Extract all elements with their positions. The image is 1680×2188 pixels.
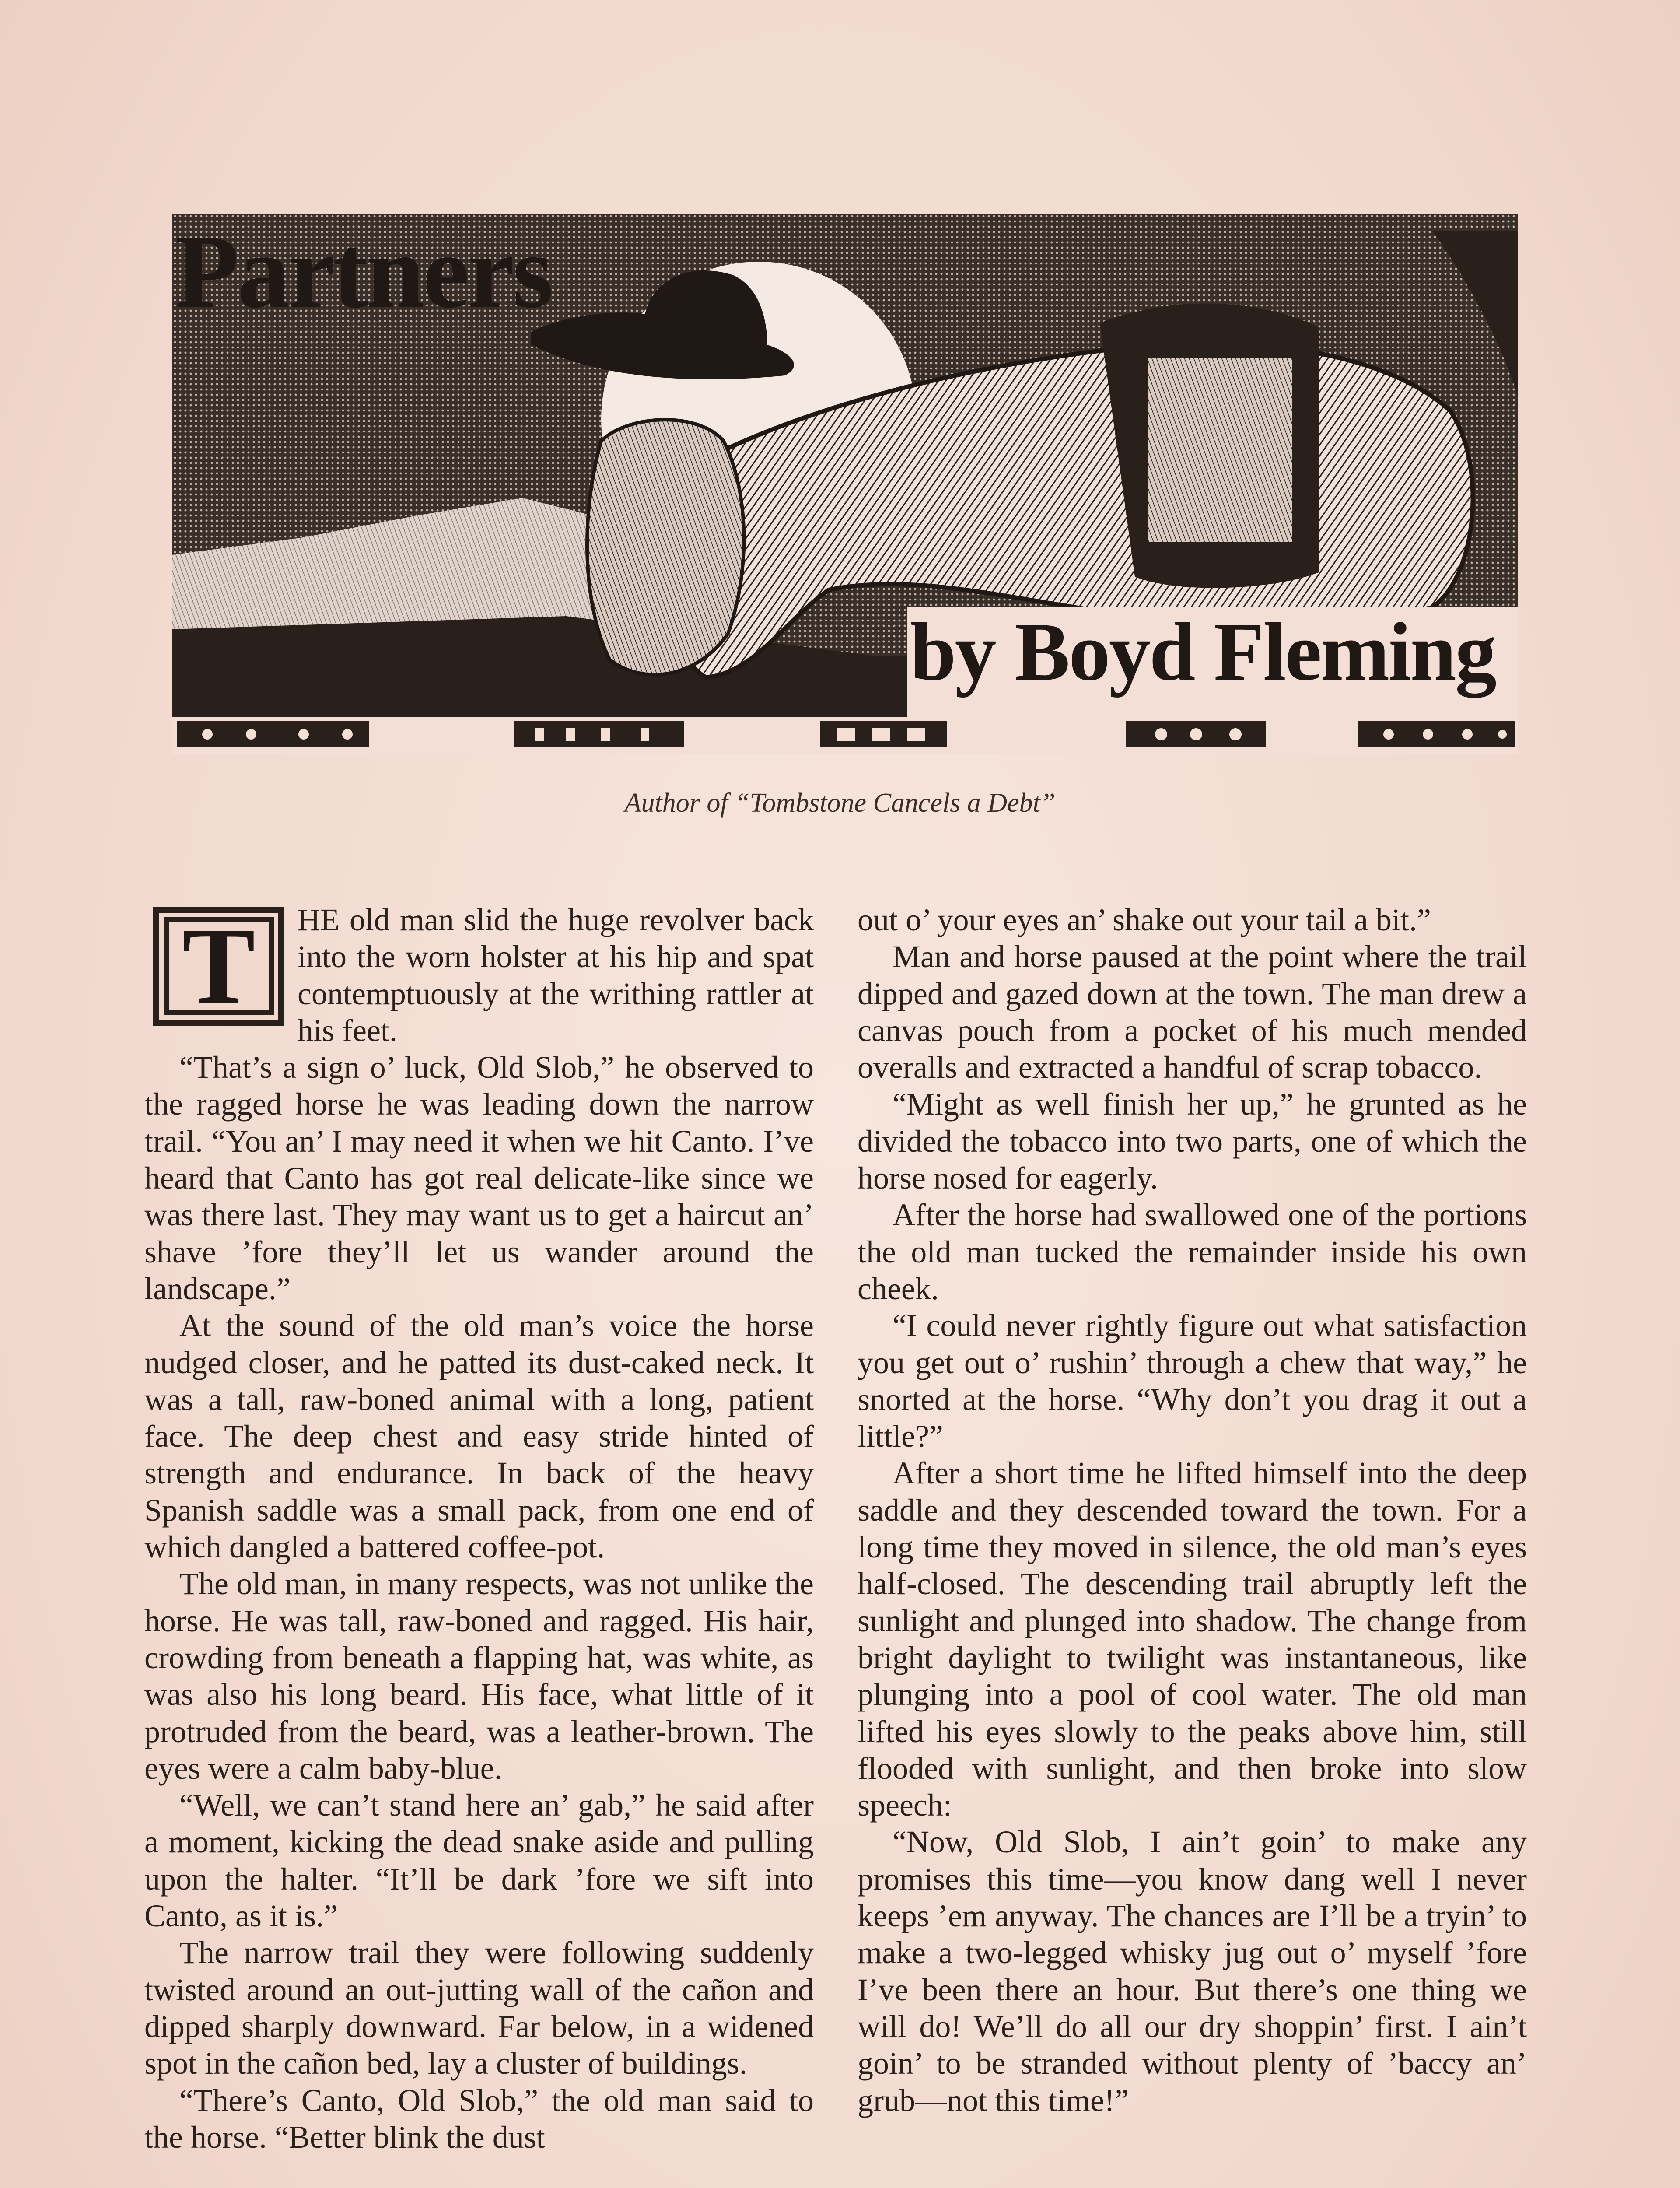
text-column-right <box>858 901 1527 2119</box>
story-byline: by Boyd Fleming <box>910 606 1495 698</box>
text-column-left <box>144 901 814 2156</box>
paragraph: Man and horse paused at the point where the trail dipped and gazed down at the town. The man drew a canvas pouch from a pocket of his much mended overalls and extracted a handful of scrap tobacco. <box>858 939 1527 1085</box>
paragraph: “Well, we can’t stand here an’ gab,” he said after a moment, kicking the dead snake aside and pulling upon the halter. “It’ll be dark ’fore we sift into Canto, as it is.” <box>144 1788 814 1934</box>
paragraph: out o’ your eyes an’ shake out your tail a bit.” <box>858 902 1431 937</box>
paragraph: “I could never rightly figure out what satisfaction you get out o’ rushin’ through a chew that way,” he snorted at the horse. “Why don’t you drag it out a little?” <box>858 1308 1527 1454</box>
story-title: Partners <box>175 213 552 330</box>
paragraph: After a short time he lifted himself into the deep saddle and they descended toward the town. For a long time they moved in silence, the old man’s eyes half-closed. The descending trail abruptly left the sunlight and plunged into shadow. The change from bright daylight to twilight was instantaneous, like plunging into a pool of cool water. The old man lifted his eyes slowly to the peaks above him, still flooded with sunlight, and then broke into slow speech: <box>858 1455 1527 1823</box>
paragraph: “That’s a sign o’ luck, Old Slob,” he observed to the ragged horse he was leading down the narrow trail. “You an’ I may need it when we hit Canto. I’ve heard that Canto has got real delicate-like since we was there last. They may want us to get a haircut an’ shave ’fore they’ll let us wander around the landscape.” <box>144 1050 814 1306</box>
paragraph: The old man, in many respects, was not unlike the horse. He was tall, raw-boned and ragged. His hair, crowding from beneath a flapping hat, was white, as was also his long beard. His face, what little of it protruded from the beard, was a leather-brown. The eyes were a calm baby-blue. <box>144 1566 814 1786</box>
paragraph: After the horse had swallowed one of the portions the old man tucked the remainder inside his own cheek. <box>858 1197 1527 1306</box>
paragraph: The narrow trail they were following suddenly twisted around an out-jutting wall of the cañon and dipped sharply downward. Far below, in a widened spot in the cañon bed, lay a cluster of buildings. <box>144 1935 814 2081</box>
drop-cap: T <box>153 907 284 1026</box>
paragraph: “There’s Canto, Old Slob,” the old man said to the horse. “Better blink the dust <box>144 2083 814 2155</box>
paragraph: “Might as well finish her up,” he grunted as he divided the tobacco into two parts, one of which the horse nosed for eagerly. <box>858 1087 1527 1196</box>
author-caption: Author of “Tombstone Cancels a Debt” <box>624 788 1056 818</box>
paragraph: “Now, Old Slob, I ain’t goin’ to make any promises this time—you know dang well I never keeps ’em anyway. The chances are I’ll be a tryin’ to make a two-legged whisky jug out o’ myself ’fore I’ve been there an hour. But there’s one thing we will do! We’ll do all our dry shoppin’ first. I ain’t goin’ to be stranded without plenty of ’baccy an’ grub—not this time!” <box>858 1824 1527 2118</box>
paragraph: T HE old man slid the huge revolver back into the worn holster at his hip and spat contemptuously at the writhing rattler at his feet. <box>144 901 814 1049</box>
paragraph: At the sound of the old man’s voice the horse nudged closer, and he patted its dust-caked neck. It was a tall, raw-boned animal with a long, patient face. The deep chest and easy stride hinted of strength and endurance. In back of the heavy Spanish saddle was a small pack, from one end of which dangled a battered coffee-pot. <box>144 1308 814 1565</box>
